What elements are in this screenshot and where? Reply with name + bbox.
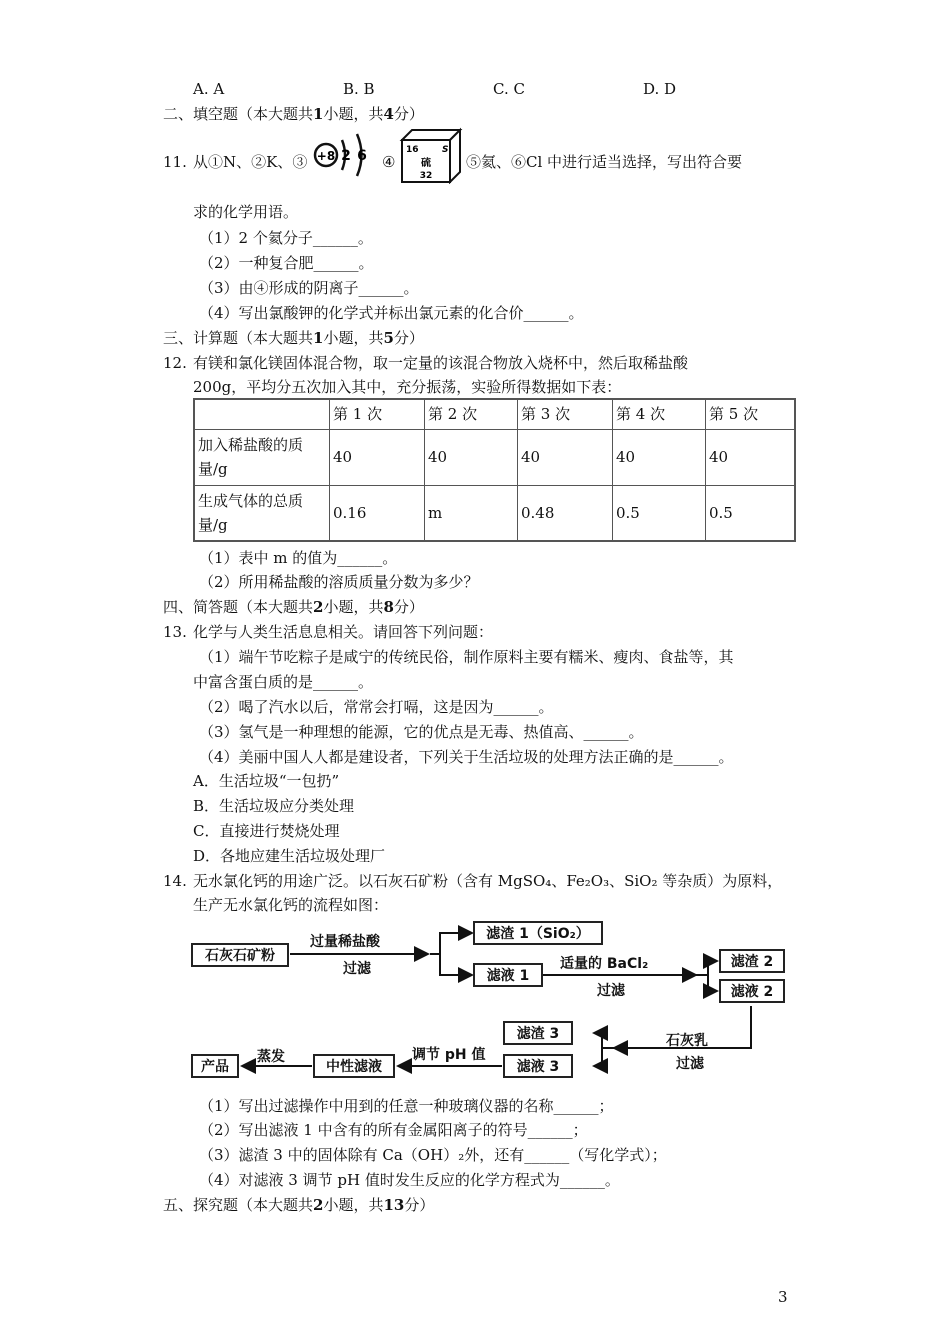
- flow-box-out2a: 滤渣 2: [719, 949, 785, 973]
- table-cell: 40: [706, 429, 796, 485]
- flow-label-step2-top: 适量的 BaCl₂: [560, 956, 649, 972]
- element-number: 16: [406, 145, 419, 155]
- table-header-cell: 第 2 次: [425, 399, 518, 429]
- table-cell: 0.5: [613, 485, 706, 541]
- q13-sub-3: （3）氢气是一种理想的能源，它的优点是无毒、热值高、______。: [199, 723, 644, 741]
- q11-sub-1: （1）2 个氦分子______。: [199, 229, 373, 247]
- element-name: 硫: [421, 158, 431, 169]
- q12-sub-2: （2）所用稀盐酸的溶质质量分数为多少？: [199, 573, 479, 591]
- flow-box-product: 产品: [191, 1054, 239, 1078]
- table-header-cell: [194, 399, 330, 429]
- section-3-heading: 三、计算题（本大题共1小题，共5分）: [163, 329, 424, 347]
- q14-sub-2: （2）写出滤液 1 中含有的所有金属阳离子的符号______；: [199, 1121, 588, 1139]
- question-number: 11.: [163, 153, 187, 171]
- q13-option-a: A．生活垃圾“一包扔”: [193, 772, 340, 790]
- q13-option-b: B．生活垃圾应分类处理: [193, 797, 355, 815]
- q14-sub-1: （1）写出过滤操作中用到的任意一种玻璃仪器的名称______；: [199, 1097, 614, 1115]
- q13-stem: 化学与人类生活息息相关。请回答下列问题：: [193, 623, 494, 641]
- q11-sub-4: （4）写出氯酸钾的化学式并标出氯元素的化合价______。: [199, 304, 584, 322]
- q13-option-d: D．各地应建生活垃圾处理厂: [193, 847, 386, 865]
- q13-sub-4: （4）美丽中国人人都是建设者，下列关于生活垃圾的处理方法正确的是______。: [199, 748, 734, 766]
- q14-line-1: 无水氯化钙的用途广泛。以石灰石矿粉（含有 MgSO₄、Fe₂O₃、SiO₂ 等杂质）为原料，: [193, 872, 783, 890]
- flow-label-step3-bottom: 过滤: [676, 1056, 704, 1072]
- q13-sub-1a: （1）端午节吃粽子是咸宁的传统民俗，制作原料主要有糯米、瘦肉、食盐等，其: [199, 648, 734, 666]
- atom-shell-2: 6: [357, 148, 367, 164]
- flow-label-step5: 蒸发: [257, 1049, 285, 1065]
- option-b: B. B: [343, 80, 375, 98]
- table-cell: 生成气体的总质量/g: [194, 485, 330, 541]
- table-header-cell: 第 3 次: [518, 399, 613, 429]
- section-4-heading: 四、简答题（本大题共2小题，共8分）: [163, 598, 424, 616]
- experiment-data-table: [193, 398, 796, 542]
- option-c: C. C: [493, 80, 525, 98]
- flow-box-residue3: 滤渣 3: [503, 1021, 573, 1045]
- q13-sub-1b: 中富含蛋白质的是______。: [193, 673, 374, 691]
- table-cell: 40: [425, 429, 518, 485]
- q11-text-post: ⑤氦、⑥Cl 中进行适当选择，写出符合要: [466, 153, 743, 171]
- q11-text-mid: ④: [382, 153, 396, 171]
- table-row: [194, 429, 795, 485]
- table-row: [194, 485, 795, 541]
- table-cell: 40: [613, 429, 706, 485]
- flow-box-filtrate3: 滤液 3: [503, 1054, 573, 1078]
- q13-sub-2: （2）喝了汽水以后，常常会打嗝，这是因为______。: [199, 698, 554, 716]
- flow-box-out2b: 滤液 2: [719, 979, 785, 1003]
- table-cell: 0.48: [518, 485, 613, 541]
- q14-sub-3: （3）滤渣 3 中的固体除有 Ca（OH）₂外，还有______（写化学式）；: [199, 1146, 667, 1164]
- element-symbol: S: [442, 145, 449, 155]
- element-card-diagram: [398, 126, 464, 184]
- flow-box-neutral: 中性滤液: [313, 1054, 395, 1078]
- q11-sub-3: （3）由④形成的阴离子______。: [199, 279, 419, 297]
- q14-line-2: 生产无水氯化钙的流程如图：: [193, 896, 389, 914]
- atom-nucleus-label: +8: [316, 149, 336, 163]
- question-number: 14.: [163, 872, 187, 890]
- q11-text-pre: 从①N、②K、③: [193, 153, 308, 171]
- flow-box-filtrate1: 滤液 1: [473, 963, 543, 987]
- table-cell: 40: [330, 429, 425, 485]
- flow-label-step1-bottom: 过滤: [343, 961, 371, 977]
- q11-sub-2: （2）一种复合肥______。: [199, 254, 374, 272]
- page-number: 3: [778, 1288, 788, 1306]
- table-cell: 40: [518, 429, 613, 485]
- table-cell: 加入稀盐酸的质量/g: [194, 429, 330, 485]
- table-header-row: [194, 399, 795, 429]
- table-header-cell: 第 5 次: [706, 399, 796, 429]
- flow-box-start: 石灰石矿粉: [191, 943, 289, 967]
- option-a: A. A: [193, 80, 225, 98]
- table-cell: 0.16: [330, 485, 425, 541]
- q14-sub-4: （4）对滤液 3 调节 pH 值时发生反应的化学方程式为______。: [199, 1171, 620, 1189]
- table-cell: 0.5: [706, 485, 796, 541]
- table-cell: m: [425, 485, 518, 541]
- q12-line-1: 有镁和氯化镁固体混合物，取一定量的该混合物放入烧杯中，然后取稀盐酸: [193, 354, 689, 372]
- q11-text-cont: 求的化学用语。: [193, 203, 299, 221]
- table-header-cell: 第 4 次: [613, 399, 706, 429]
- atom-shell-1: 2: [341, 148, 351, 164]
- table-header-cell: 第 1 次: [330, 399, 425, 429]
- flow-label-step1-top: 过量稀盐酸: [310, 934, 380, 950]
- flow-label-step3-top: 石灰乳: [666, 1033, 708, 1049]
- q12-sub-1: （1）表中 m 的值为______。: [199, 549, 398, 567]
- flow-label-step4: 调节 pH 值: [412, 1047, 486, 1063]
- q13-option-c: C．直接进行焚烧处理: [193, 822, 340, 840]
- element-mass: 32: [419, 171, 433, 181]
- oxygen-atom-diagram: [312, 130, 382, 190]
- question-number: 12.: [163, 354, 187, 372]
- flow-box-residue1: 滤渣 1（SiO₂）: [473, 921, 603, 945]
- question-number: 13.: [163, 623, 187, 641]
- q12-line-2: 200g，平均分五次加入其中，充分振荡，实验所得数据如下表：: [193, 378, 622, 396]
- section-5-heading: 五、探究题（本大题共2小题，共13分）: [163, 1196, 435, 1214]
- flow-label-step2-bottom: 过滤: [597, 983, 625, 999]
- section-2-heading: 二、填空题（本大题共1小题，共4分）: [163, 105, 424, 123]
- option-d: D. D: [643, 80, 677, 98]
